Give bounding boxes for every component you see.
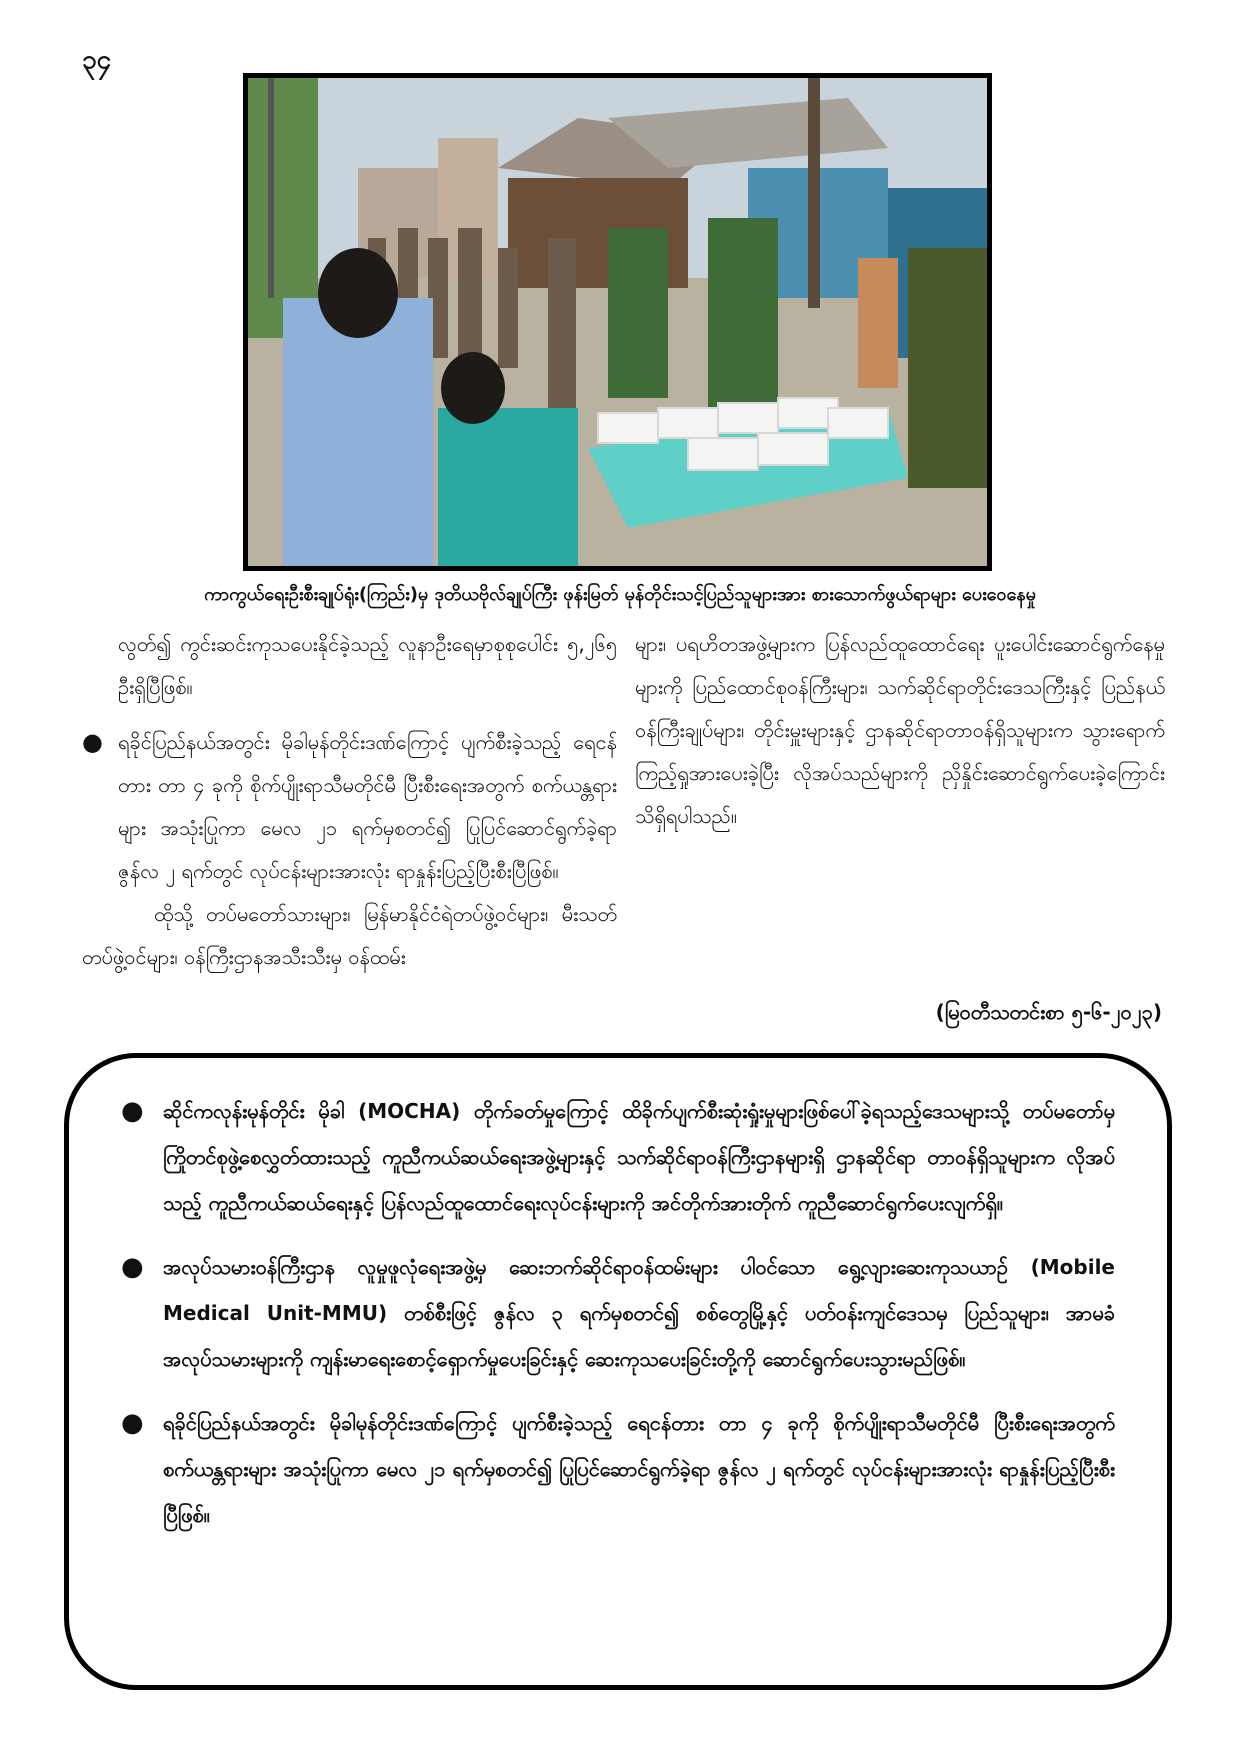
summary-item-text: ရခိုင်ပြည်နယ်အတွင်း မိုခါမုန်တိုင်းဒဏ်ကြောင့် ပျက်စီးခဲ့သည့် ရေငန်တား တာ ၄ ခုကို စိုက်ပျိုးရာသီမတိုင်မီ ပြီးစီးရေးအတွက် စက်ယန္တရားများ အသုံးပြုကာ မေလ ၂၁ ရက်မှစတင်၍ ပြုပြင်ဆောင်ရွက်ခဲ့ရာ ဇွန်လ ၂ ရက်တွင် လုပ်ငန်းများအားလုံး ရာနှုန်းပြည့်ပြီးစီးပြီဖြစ်။ bbox=[163, 1411, 1115, 1527]
summary-item bbox=[121, 1088, 1115, 1226]
bullet-icon: ● bbox=[121, 1096, 144, 1126]
news-photo bbox=[243, 73, 992, 571]
left-bullet-text: ရခိုင်ပြည်နယ်အတွင်း မိုခါမုန်တိုင်းဒဏ်ကြောင့် ပျက်စီးခဲ့သည့် ရေငန်တား တာ ၄ ခုကို စိုက်ပျိုးရာသီမတိုင်မီ ပြီးစီးရေးအတွက် စက်ယန္တရားများ အသုံးပြုကာ မေလ ၂၁ ရက်မှစတင်၍ ပြုပြင်ဆောင်ရွက်ခဲ့ရာ ဇွန်လ ၂ ရက်တွင် လုပ်ငန်းများအားလုံး ရာနှုန်းပြည့်ပြီးစီးပြီဖြစ်။ bbox=[118, 730, 617, 883]
bullet-icon: ● bbox=[121, 1408, 144, 1438]
left-intro-paragraph: လွတ်၍ ကွင်းဆင်းကုသပေးနိုင်ခဲ့သည့် လူနာဦးရေမှာစုစုပေါင်း ၅,၂၆၅ ဦးရှိပြီဖြစ်။ bbox=[118, 632, 617, 699]
right-column bbox=[635, 623, 1165, 838]
summary-item bbox=[121, 1244, 1115, 1382]
page-number: ၃၄ bbox=[82, 45, 112, 75]
summary-item-text: ဆိုင်ကလုန်းမုန်တိုင်း မိုခါ (MOCHA) တိုက်ခတ်မှုကြောင့် ထိခိုက်ပျက်စီးဆုံးရှုံးမှုများဖြစ်ပေါ်ခဲ့ရသည့်ဒေသများသို့ တပ်မတော်မှ ကြိုတင်စုဖွဲ့စေလွှတ်ထားသည့် ကူညီကယ်ဆယ်ရေးအဖွဲ့များနှင့် သက်ဆိုင်ရာဝန်ကြီးဌာနများရှိ ဌာနဆိုင်ရာ တာဝန်ရှိသူများက လိုအပ်သည့် ကူညီကယ်ဆယ်ရေးနှင့် ပြန်လည်ထူထောင်ရေးလုပ်ငန်းများကို အင်တိုက်အားတိုက် ကူညီဆောင်ရွက်ပေးလျက်ရှိ။ bbox=[163, 1099, 1115, 1215]
photo-caption: ကာကွယ်ရေးဦးစီးချုပ်ရုံး(ကြည်း)မှ ဒုတိယဗိုလ်ချုပ်ကြီး ဖုန်းမြတ် မုန်တိုင်းသင့်ပြည်သူများအား စားသောက်ဖွယ်ရာများ ပေးဝေနေမှု bbox=[204, 584, 1036, 605]
news-source: (မြဝတီသတင်းစာ ၅-၆-၂၀၂၃) bbox=[935, 1000, 1162, 1024]
left-closing-paragraph: ထိုသို့ တပ်မတော်သားများ၊ မြန်မာနိုင်ငံရဲတပ်ဖွဲ့ဝင်များ၊ မီးသတ်တပ်ဖွဲ့ဝင်များ၊ ဝန်ကြီးဌာနအသီးသီးမှ ဝန်ထမ်း bbox=[82, 902, 617, 969]
left-column bbox=[82, 623, 617, 979]
summary-item bbox=[121, 1400, 1115, 1538]
bullet-icon: ● bbox=[82, 728, 103, 756]
left-bullet-item bbox=[82, 721, 617, 893]
right-paragraph: များ၊ ပရဟိတအဖွဲ့များက ပြန်လည်ထူထောင်ရေး ပူးပေါင်းဆောင်ရွက်နေမှုများကို ပြည်ထောင်စုဝန်ကြီးများ၊ သက်ဆိုင်ရာတိုင်းဒေသကြီးနှင့် ပြည်နယ်ဝန်ကြီးချုပ်များ၊ တိုင်းမှူးများနှင့် ဌာနဆိုင်ရာတာဝန်ရှိသူများက သွားရောက်ကြည့်ရှုအားပေးခဲ့ပြီး လိုအပ်သည်များကို ညှိနှိုင်းဆောင်ရွက်ပေးခဲ့ကြောင်း သိရှိရပါသည်။ bbox=[635, 632, 1165, 828]
summary-item-text: အလုပ်သမားဝန်ကြီးဌာန လူမှုဖူလုံရေးအဖွဲ့မှ ဆေးဘက်ဆိုင်ရာဝန်ထမ်းများ ပါဝင်သော ရွေ့လျားဆေးကုသယာဉ် (Mobile Medical Unit-MMU) တစ်စီးဖြင့် ဇွန်လ ၃ ရက်မှစတင်၍ စစ်တွေမြို့နှင့် ပတ်ဝန်းကျင်ဒေသမှ ပြည်သူများ၊ အာမခံအလုပ်သမားများကို ကျန်းမာရေးစောင့်ရှောက်မှုပေးခြင်းနှင့် ဆေးကုသပေးခြင်းတို့ကို ဆောင်ရွက်ပေးသွားမည်ဖြစ်။ bbox=[163, 1255, 1115, 1371]
bullet-icon: ● bbox=[121, 1252, 144, 1282]
food-distribution-illustration bbox=[248, 78, 987, 566]
summary-box bbox=[64, 1053, 1172, 1690]
